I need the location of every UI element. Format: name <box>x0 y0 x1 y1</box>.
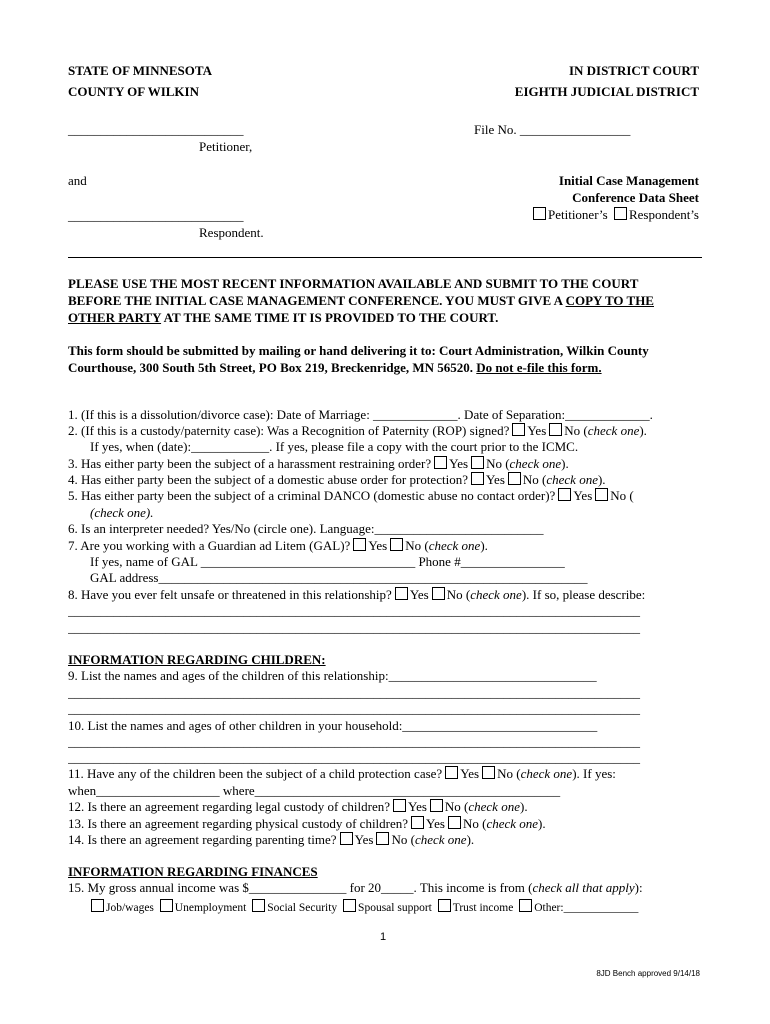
q3-yes-checkbox[interactable] <box>434 456 447 469</box>
q11-yes-checkbox[interactable] <box>445 766 458 779</box>
question-2-followup[interactable]: If yes, when (date):____________. If yes, please file a copy with the court prior to the ICMC. <box>90 439 579 454</box>
q2-no-label: No ( <box>564 423 588 438</box>
respondent-label: Respondent. <box>199 225 264 240</box>
check-one-hint: check one <box>428 538 481 553</box>
check-one-hint: check one <box>486 816 539 831</box>
and-label: and <box>68 173 87 188</box>
q11-yes-label: Yes <box>460 766 480 781</box>
petitioners-label: Petitioner’s <box>547 207 608 222</box>
check-one-hint: check one <box>520 766 573 781</box>
question-9[interactable]: 9. List the names and ages of the children of this relationship:________________________________ <box>68 668 597 683</box>
unemployment-checkbox[interactable] <box>160 899 173 912</box>
court-label: IN DISTRICT COURT <box>568 63 699 78</box>
q8-describe-label: . If so, please describe: <box>526 587 646 602</box>
question-2-text: 2. (If this is a custody/paternity case): Was a Recognition of Paternity (ROP) signed? <box>68 423 510 438</box>
q13-yes-label: Yes <box>426 816 445 831</box>
q5-yes-checkbox[interactable] <box>558 488 571 501</box>
gal-name-phone[interactable]: If yes, name of GAL _________________________________ Phone #________________ <box>90 554 565 569</box>
q8-yes-label: Yes <box>409 587 429 602</box>
q5-yes-label: Yes <box>573 488 593 503</box>
question-7 <box>68 538 488 555</box>
question-13-text: 13. Is there an agreement regarding physical custody of children? <box>68 816 409 831</box>
q7-yes-label: Yes <box>368 538 388 553</box>
question-12-text: 12. Is there an agreement regarding legal custody of children? <box>68 799 390 814</box>
q14-no-label: No ( <box>391 832 415 847</box>
submission-address: Courthouse, 300 South 5th Street, PO Box 219, Breckenridge, MN 56520. <box>68 360 477 375</box>
q2-yes-checkbox[interactable] <box>512 423 525 436</box>
q12-yes-checkbox[interactable] <box>393 799 406 812</box>
question-5-text: 5. Has either party been the subject of a criminal DANCO (domestic abuse no contact order)? <box>68 488 556 503</box>
q10-line-2[interactable]: ________________________________________________________________________________________ <box>68 750 640 765</box>
q4-no-label: No ( <box>522 472 547 487</box>
question-3 <box>68 456 569 473</box>
q14-no-checkbox[interactable] <box>376 832 389 845</box>
q12-no-label: No ( <box>444 799 469 814</box>
question-14 <box>68 832 474 849</box>
question-11-text: 11. Have any of the children been the subject of a child protection case? <box>68 766 443 781</box>
question-15-close: ): <box>634 880 643 895</box>
job-wages-checkbox[interactable] <box>91 899 104 912</box>
close-paren: ). <box>519 799 528 814</box>
other-income-label: Other:_____________ <box>534 902 639 914</box>
children-heading: INFORMATION REGARDING CHILDREN: <box>68 652 326 667</box>
q8-no-checkbox[interactable] <box>432 587 445 600</box>
submission-line1: This form should be submitted by mailing or hand delivering it to: Court Administration, Wilkin County <box>68 343 649 358</box>
divider <box>68 257 702 258</box>
question-15[interactable] <box>68 880 643 897</box>
q5-no-checkbox[interactable] <box>595 488 608 501</box>
q7-no-checkbox[interactable] <box>390 538 403 551</box>
q11-when-where[interactable]: when___________________ where_______________________________________________ <box>68 783 561 798</box>
question-12 <box>68 799 528 816</box>
q14-yes-checkbox[interactable] <box>340 832 353 845</box>
close-paren: ). <box>466 832 475 847</box>
question-10[interactable]: 10. List the names and ages of other children in your household:______________________________ <box>68 718 598 733</box>
trust-income-checkbox[interactable] <box>438 899 451 912</box>
question-1[interactable]: 1. (If this is a dissolution/divorce case): Date of Marriage: _____________. Date of Separation:_____________. <box>68 407 653 422</box>
close-paren: ). <box>597 472 606 487</box>
respondent-checkbox[interactable] <box>614 207 627 220</box>
notice-line3-text: AT THE SAME TIME IT IS PROVIDED TO THE COURT. <box>161 310 499 325</box>
q5-no-label: No ( <box>610 488 634 503</box>
q4-no-checkbox[interactable] <box>508 472 521 485</box>
question-14-text: 14. Is there an agreement regarding parenting time? <box>68 832 337 847</box>
q12-yes-label: Yes <box>407 799 427 814</box>
question-6[interactable]: 6. Is an interpreter needed? Yes/No (circle one). Language:__________________________ <box>68 521 544 536</box>
submission-line2 <box>68 360 602 377</box>
q11-if-yes: . If yes: <box>576 766 616 781</box>
question-4-text: 4. Has either party been the subject of a domestic abuse order for protection? <box>68 472 468 487</box>
q11-no-checkbox[interactable] <box>482 766 495 779</box>
social-security-checkbox[interactable] <box>252 899 265 912</box>
income-source-options <box>88 899 638 917</box>
petitioner-label: Petitioner, <box>199 139 253 154</box>
question-8: 8. Have you ever felt unsafe or threatened in this relationship? Yes No (check one). If so, please describe: <box>68 587 646 602</box>
job-wages-label: Job/wages <box>106 902 154 914</box>
question-3-text: 3. Has either party been the subject of a harassment restraining order? <box>68 456 432 471</box>
q7-no-label: No ( <box>405 538 429 553</box>
approval-note: 8JD Bench approved 9/14/18 <box>596 969 700 978</box>
q9-line-1[interactable]: ________________________________________________________________________________________ <box>68 685 640 700</box>
respondents-label: Respondent’s <box>628 207 699 222</box>
question-15-text: 15. My gross annual income was $_______________ for 20_____. This income is from ( <box>68 880 533 895</box>
q8-description-line-1[interactable]: ________________________________________________________________________________________ <box>68 603 640 618</box>
county-label: COUNTY OF WILKIN <box>68 84 199 99</box>
trust-income-label: Trust income <box>452 902 514 914</box>
notice-other-party-underlined: OTHER PARTY <box>68 310 162 325</box>
q4-yes-checkbox[interactable] <box>471 472 484 485</box>
q3-no-label: No ( <box>486 456 510 471</box>
form-title-line2: Conference Data Sheet <box>572 190 699 205</box>
close-paren: ). <box>639 423 647 438</box>
q7-yes-checkbox[interactable] <box>353 538 366 551</box>
q8-no-label: No ( <box>446 587 471 602</box>
q3-yes-label: Yes <box>449 456 469 471</box>
check-one-hint: check one <box>546 472 598 487</box>
question-5 <box>68 488 634 505</box>
q14-yes-label: Yes <box>354 832 374 847</box>
check-one-hint: check one <box>414 832 467 847</box>
close-paren: ). <box>480 538 488 553</box>
q12-no-checkbox[interactable] <box>430 799 443 812</box>
q2-yes-label: Yes <box>527 423 547 438</box>
q8-yes-checkbox[interactable] <box>395 587 408 600</box>
q11-no-label: No ( <box>497 766 521 781</box>
spousal-support-checkbox[interactable] <box>343 899 356 912</box>
q13-yes-checkbox[interactable] <box>411 816 424 829</box>
no-efile-note: Do not e-file this form. <box>476 360 602 375</box>
notice-copy-underlined: COPY TO THE <box>565 293 654 308</box>
petitioner-blank[interactable]: ___________________________ <box>68 122 244 137</box>
unemployment-label: Unemployment <box>174 902 247 914</box>
notice-line2-text: BEFORE THE INITIAL CASE MANAGEMENT CONFERENCE. YOU MUST GIVE A <box>68 293 566 308</box>
check-one-hint: check one <box>509 456 562 471</box>
file-number-field[interactable]: File No. _________________ <box>474 122 631 137</box>
close-paren: ). <box>561 456 569 471</box>
state-label: STATE OF MINNESOTA <box>68 63 212 78</box>
petitioner-checkbox[interactable] <box>533 207 546 220</box>
finances-heading: INFORMATION REGARDING FINANCES <box>68 864 318 879</box>
question-5-check-one: (check one). <box>90 505 154 520</box>
notice-line3 <box>68 310 498 327</box>
q3-no-checkbox[interactable] <box>471 456 484 469</box>
question-13 <box>68 816 546 833</box>
respondent-blank[interactable]: ___________________________ <box>68 208 244 223</box>
q2-no-checkbox[interactable] <box>549 423 562 436</box>
check-one-hint: check one <box>587 423 640 438</box>
social-security-label: Social Security <box>267 902 338 914</box>
district-label: EIGHTH JUDICIAL DISTRICT <box>514 84 699 99</box>
q13-no-label: No ( <box>462 816 487 831</box>
spousal-support-label: Spousal support <box>358 902 432 914</box>
question-8-text: 8. Have you ever felt unsafe or threatened in this relationship? <box>68 587 392 602</box>
gal-address[interactable]: GAL address__________________________________________________________________ <box>90 570 588 585</box>
question-7-text: 7. Are you working with a Guardian ad Litem (GAL)? <box>68 538 351 553</box>
notice-line1: PLEASE USE THE MOST RECENT INFORMATION AVAILABLE AND SUBMIT TO THE COURT <box>68 276 639 291</box>
page-number: 1 <box>380 931 387 943</box>
other-income-checkbox[interactable] <box>519 899 532 912</box>
question-2 <box>68 423 647 440</box>
q8-description-line-2[interactable]: ________________________________________________________________________________________ <box>68 620 640 635</box>
q4-yes-label: Yes <box>485 472 505 487</box>
q9-line-2[interactable]: ________________________________________________________________________________________ <box>68 701 640 716</box>
question-4 <box>68 472 606 489</box>
close-paren: ). <box>538 816 546 831</box>
notice-line2 <box>68 293 654 310</box>
check-one-hint: check one <box>468 799 520 814</box>
form-title-line1: Initial Case Management <box>558 173 699 188</box>
q10-line-1[interactable]: ________________________________________________________________________________________ <box>68 734 640 749</box>
check-one-hint: check one <box>470 587 522 602</box>
check-all-hint: check all that apply <box>532 880 635 895</box>
party-selector <box>530 207 699 224</box>
question-11: 11. Have any of the children been the subject of a child protection case? Yes No (check one). If yes: <box>68 766 616 781</box>
q13-no-checkbox[interactable] <box>448 816 461 829</box>
